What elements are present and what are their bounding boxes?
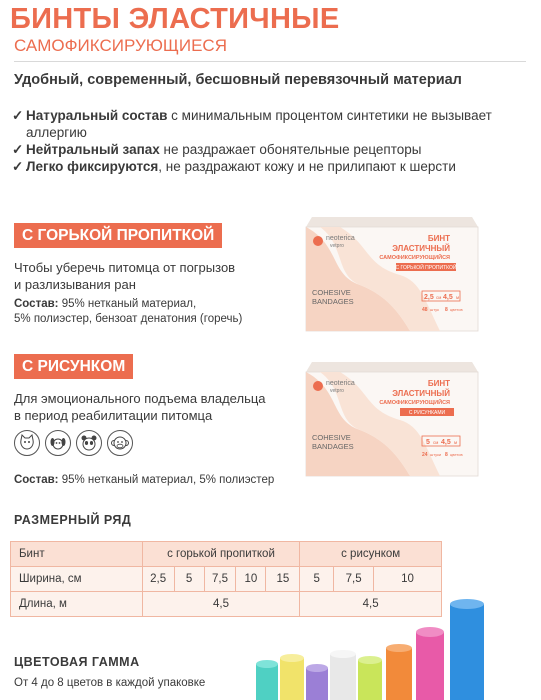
feature-text-cont: аллергию bbox=[26, 125, 87, 140]
desc-line: и разлизывания ран bbox=[14, 277, 136, 292]
composition-label: Состав: bbox=[14, 474, 59, 486]
variant-bitter-desc bbox=[14, 259, 235, 293]
box-stripe: С РИСУНКАМИ bbox=[408, 410, 446, 416]
box-colors: 8 bbox=[445, 307, 448, 313]
dog-face-icon bbox=[45, 430, 71, 456]
feature-text: не раздражает обонятельные рецепторы bbox=[159, 142, 422, 157]
desc-line: Чтобы уберечь питомца от погрызов bbox=[14, 260, 236, 275]
page-subtitle: САМОФИКСИРУЮЩИЕСЯ bbox=[14, 36, 227, 55]
box-name: БИНТ bbox=[427, 234, 450, 243]
desc-line: в период реабилитации питомца bbox=[14, 408, 213, 423]
table-cell: с рисунком bbox=[300, 542, 442, 567]
bandage-rolls-image bbox=[250, 598, 535, 700]
box-size-width: 2,5 bbox=[424, 294, 434, 301]
pattern-icons bbox=[14, 430, 133, 456]
page-title: БИНТЫ ЭЛАСТИЧНЫЕ bbox=[10, 3, 340, 35]
desc-line: Для эмоционального подъема владельца bbox=[14, 391, 266, 406]
feature-bold: Натуральный состав bbox=[26, 108, 168, 123]
box-brand-sub: vetpro bbox=[330, 243, 344, 249]
variant-pattern-composition bbox=[14, 473, 274, 488]
feature-bold: Нейтральный запах bbox=[26, 142, 160, 157]
variant-pattern-desc bbox=[14, 390, 266, 424]
box-brand: neoterica bbox=[326, 235, 355, 242]
box-colors-unit: цветов bbox=[450, 307, 463, 312]
colors-note: От 4 до 8 цветов в каждой упаковке bbox=[14, 677, 206, 689]
box-stripe: С ГОРЬКОЙ ПРОПИТКОЙ bbox=[395, 265, 457, 271]
table-cell: Ширина, см bbox=[11, 567, 143, 592]
product-box-pattern bbox=[300, 350, 480, 485]
box-cohesive: COHESIVE bbox=[312, 433, 351, 442]
table-cell: 7,5 bbox=[334, 567, 374, 592]
check-icon: ✓ bbox=[12, 142, 24, 157]
feature-text: , не раздражают кожу и не прилипают к шерсти bbox=[158, 159, 456, 174]
box-size-unit: м bbox=[456, 295, 460, 300]
variant-bitter-tag: С ГОРЬКОЙ ПРОПИТКОЙ bbox=[14, 223, 222, 248]
brand-logo-icon bbox=[313, 236, 323, 246]
variant-bitter-composition bbox=[14, 297, 242, 327]
table-row bbox=[11, 542, 442, 567]
box-size-unit: м bbox=[454, 440, 458, 445]
box-colors: 8 bbox=[445, 452, 448, 458]
box-count-unit: штук bbox=[430, 307, 439, 312]
header-divider bbox=[14, 61, 526, 62]
box-size-length: 4,5 bbox=[443, 294, 453, 301]
box-size-width: 5 bbox=[426, 439, 430, 446]
composition-text: 95% нетканый материал, 5% полиэстер bbox=[58, 474, 275, 486]
box-count: 24 bbox=[422, 452, 428, 458]
table-cell: 7,5 bbox=[204, 567, 236, 592]
brand-logo-icon bbox=[313, 381, 323, 391]
table-cell: 5 bbox=[174, 567, 204, 592]
table-cell: 2,5 bbox=[142, 567, 174, 592]
box-cohesive: COHESIVE bbox=[312, 288, 351, 297]
composition-text: 5% полиэстер, бензоат денатония (горечь) bbox=[14, 313, 243, 325]
table-cell: 4,5 bbox=[142, 592, 300, 617]
box-name: САМОФИКСИРУЮЩИЙСЯ bbox=[379, 255, 450, 261]
composition-label: Состав: bbox=[14, 298, 59, 310]
box-count-unit: штуки bbox=[430, 452, 442, 457]
table-row bbox=[11, 567, 442, 592]
feature-bold: Легко фиксируются bbox=[26, 159, 159, 174]
variant-pattern-tag: С РИСУНКОМ bbox=[14, 354, 133, 379]
table-cell: 10 bbox=[374, 567, 442, 592]
sizes-heading: РАЗМЕРНЫЙ РЯД bbox=[14, 513, 132, 527]
table-cell: 5 bbox=[300, 567, 334, 592]
check-icon: ✓ bbox=[12, 108, 24, 123]
check-icon: ✓ bbox=[12, 159, 24, 174]
feature-item bbox=[12, 158, 532, 175]
table-cell: 4,5 bbox=[300, 592, 442, 617]
feature-item bbox=[12, 107, 532, 141]
product-box-bitter bbox=[300, 205, 480, 340]
feature-text: с минимальным процентом синтетики не вызывает bbox=[167, 108, 492, 123]
table-cell: 15 bbox=[266, 567, 300, 592]
panda-face-icon bbox=[76, 430, 102, 456]
box-cohesive: BANDAGES bbox=[312, 442, 354, 451]
box-brand: neoterica bbox=[326, 380, 355, 387]
box-colors-unit: цветов bbox=[450, 452, 463, 457]
cat-face-icon bbox=[14, 430, 40, 456]
feature-item bbox=[12, 141, 532, 158]
intro-text: Удобный, современный, бесшовный перевязочный материал bbox=[14, 72, 462, 88]
table-cell: с горькой пропиткой bbox=[142, 542, 300, 567]
box-size-unit: см bbox=[433, 440, 439, 445]
box-name: БИНТ bbox=[427, 379, 450, 388]
table-cell: Бинт bbox=[11, 542, 143, 567]
box-cohesive: BANDAGES bbox=[312, 297, 354, 306]
box-size-unit: см bbox=[436, 295, 442, 300]
box-brand-sub: vetpro bbox=[330, 388, 344, 394]
feature-list bbox=[12, 107, 532, 175]
table-cell: Длина, м bbox=[11, 592, 143, 617]
box-name: ЭЛАСТИЧНЫЙ bbox=[392, 244, 450, 253]
box-name: САМОФИКСИРУЮЩИЙСЯ bbox=[379, 400, 450, 406]
colors-heading: ЦВЕТОВАЯ ГАММА bbox=[14, 655, 140, 669]
box-count: 48 bbox=[422, 307, 428, 313]
box-name: ЭЛАСТИЧНЫЙ bbox=[392, 389, 450, 398]
monkey-face-icon bbox=[107, 430, 133, 456]
table-cell: 10 bbox=[236, 567, 266, 592]
composition-text: 95% нетканый материал, bbox=[58, 298, 197, 310]
box-size-length: 4,5 bbox=[441, 439, 451, 446]
